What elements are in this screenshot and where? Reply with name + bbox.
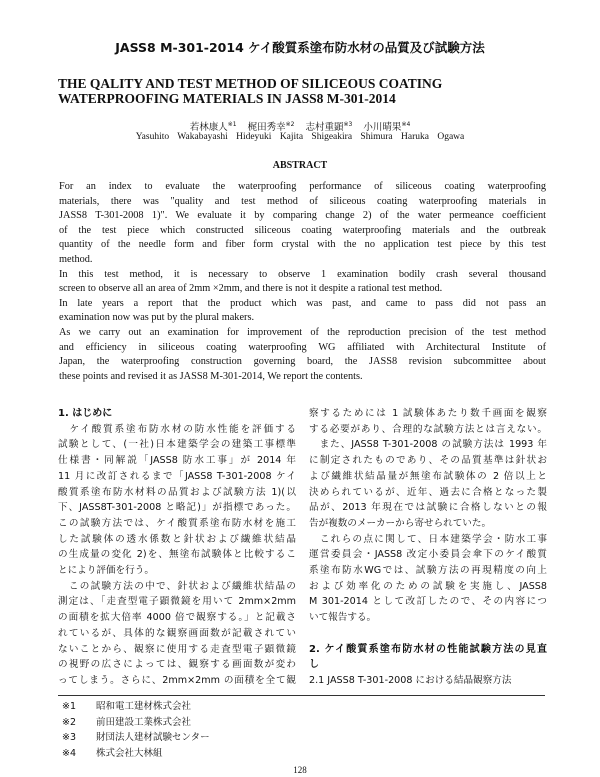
blank-line	[309, 626, 547, 642]
body-line: M 301-2014 として改訂したので、その内容につ	[309, 596, 547, 608]
page-number: 128	[293, 765, 307, 775]
body-line: および効率化のための試験を実施し、JASS8	[309, 580, 547, 592]
abstract-body	[59, 180, 546, 384]
footnote	[62, 730, 210, 746]
footnotes	[62, 699, 210, 761]
author-name-en: Haruka Ogawa	[401, 132, 465, 142]
abstract-line: In late years a report that the product which was past, and came to pass did not pass an	[59, 297, 546, 309]
body-line: 察するためには 1 試験体あたり数千画面を観察	[309, 408, 547, 419]
body-line: の生成量の変化 2)を、無塗布試験体と比較するこ	[58, 549, 296, 561]
body-line: ケイ酸質系塗布防水材の防水性能を評価する	[58, 423, 296, 435]
english-authors	[0, 132, 600, 142]
author-name-ja: 梶田秀幸	[247, 122, 286, 133]
abstract-line: For an index to evaluate the waterproofing performance of siliceous coating waterproofing	[59, 181, 546, 192]
abstract-line: method.	[59, 253, 93, 265]
author-affiliation-mark: ※1	[227, 120, 237, 128]
section-heading: 1. はじめに	[58, 408, 113, 419]
abstract-line: examination now was put by the plural makers.	[59, 312, 255, 324]
author-name-ja: 若林康人	[189, 122, 228, 133]
japanese-title: JASS8 M-301-2014 ケイ酸質系塗布防水材の品質及び試験方法	[115, 40, 485, 55]
body-line: 測定は、「走査型電子顕微鏡を用いて 2mm×2mm	[58, 596, 296, 608]
footnote	[62, 699, 210, 715]
footnote-mark: ※1	[62, 701, 77, 712]
abstract-line: screen to observe all an area of 2mm ×2mm, and there is not it despite a rational test method.	[59, 283, 443, 295]
abstract-line: JASS8 T-301-2008 1)". We evaluate it by comparing change 2) of the water permeance coefficient	[59, 210, 546, 222]
body-line: 2.1 JASS8 T-301-2008 における結晶観察方法	[309, 674, 512, 686]
footnote-text: 前田建設工業株式会社	[96, 716, 192, 728]
body-line: ってしまう。さらに、2mm×2mm の面積を全て観	[58, 674, 296, 686]
author-name-en: Yasuhito Wakabayashi	[135, 132, 228, 142]
body-line: この試験方法では、ケイ酸質系塗布防水材を施工	[58, 517, 296, 529]
english-title: THE QALITY AND TEST METHOD OF SILICEOUS COATING WATERPROOFING MATERIALS IN JASS8 M-301-2014	[58, 76, 443, 106]
abstract-line: In this test method, it is necessary to observe 1 examination bodily crash several thousand	[59, 268, 546, 280]
abstract-heading: ABSTRACT	[272, 160, 328, 171]
body-line: 下、JASS8T-301-2008 と略記)」が指標であった。	[58, 502, 296, 514]
footnote-mark: ※4	[62, 747, 77, 759]
author-affiliation-mark: ※3	[343, 120, 353, 128]
footnote-text: 昭和電工建材株式会社	[96, 701, 192, 712]
footnote-mark: ※3	[62, 732, 77, 743]
body-line: これらの点に関して、日本建築学会・防水工事	[309, 533, 547, 545]
abstract-line: these points and revised it as JASS8 M-301-2014, We report the contents.	[59, 370, 363, 382]
body-line: の視野の広さによっては、観察する画面数が変わ	[58, 659, 296, 671]
japanese-authors	[0, 119, 600, 133]
body-line: とにより評価を行う。	[58, 565, 154, 577]
abstract-line: materials, there was "quality and test method of siliceous coating waterproofing materials in	[59, 195, 546, 207]
author-name-en: Shigeakira Shimura	[311, 132, 393, 142]
abstract-line: As we carry out an examination for improvement of the reproduction precision of the test method	[59, 326, 546, 338]
body-line: よび繊維状結晶量が無塗布試験体の 2 倍以上と	[309, 470, 547, 482]
section-heading: し	[309, 659, 319, 671]
body-line: いて報告する。	[309, 612, 377, 624]
abstract-line: and efficiency in siliceous coating waterproofing WG affiliated with Architectural Institute of	[59, 341, 546, 353]
body-line: れているが、具体的な観察画面数が記載されてい	[58, 627, 296, 639]
body-line: 仕様書・同解説「JASS8 防水工事」が 2014 年	[58, 455, 296, 467]
body-line: 系塗布防水WGでは、試験方法の再現精度の向上	[309, 565, 547, 577]
body-line: 運営委員会・JASS8 改定小委員会傘下のケイ酸質	[309, 549, 547, 561]
body-line: 試験として、(一社)日本建築学会の建築工事標準	[58, 439, 296, 451]
footnote-text: 株式会社大林組	[96, 747, 163, 759]
body-line: 品が、2013 年現在では試験に合格しないとの報	[309, 502, 547, 514]
author-name-ja: 小川晴果	[363, 122, 402, 133]
body-line: 11 月に改訂されるまで「JASS8 T-301-2008 ケイ	[58, 470, 296, 482]
body-line: 決められているが、近年、過去に合格となった製	[309, 486, 547, 498]
body-line: 告が複数のメーカーから寄せられていた。	[309, 517, 492, 529]
body-line: 酸質系塗布防水材料の品質および試験方法 1)(以	[58, 486, 296, 498]
body-line: する必要があり、合理的な試験方法とは言えない。	[309, 423, 547, 435]
body-line: また、JASS8 T-301-2008 の試験方法は 1993 年	[309, 439, 547, 451]
footnote	[62, 746, 210, 762]
body-line: に制定されたものであり、その品質基準は針状お	[309, 455, 547, 467]
body-line: の面積を拡大倍率 4000 倍で観察する。」と記載さ	[58, 612, 296, 624]
body-line: この試験方法の中で、針状および繊維状結晶の	[58, 580, 296, 592]
footnote	[62, 715, 210, 731]
author-affiliation-mark: ※2	[285, 120, 295, 128]
footnote-mark: ※2	[62, 716, 77, 728]
abstract-line: quantity of the needle form and fiber form crystal with the no application test piece by this test	[59, 239, 546, 251]
section-heading: 2. ケイ酸質系塗布防水材の性能試験方法の見直	[309, 643, 547, 655]
left-column	[58, 406, 296, 689]
right-column	[309, 406, 547, 689]
author-name-ja: 志村重顕	[305, 122, 344, 133]
abstract-line: of the test piece which constructed siliceous coating waterproofing materials and the outbreak	[59, 224, 546, 236]
author-name-en: Hideyuki Kajita	[236, 132, 304, 142]
footnote-text: 財団法人建材試験センター	[96, 732, 210, 743]
author-affiliation-mark: ※4	[401, 120, 411, 128]
abstract-line: Japan, the waterproofing construction governing board, the JASS8 revision subcommittee about	[59, 356, 546, 368]
body-line: ないことから、観察に使用する走査型電子顕微鏡	[58, 643, 296, 655]
body-line: した試験体の透水係数と針状および繊維状結晶	[58, 533, 296, 545]
footnote-divider	[58, 695, 545, 696]
